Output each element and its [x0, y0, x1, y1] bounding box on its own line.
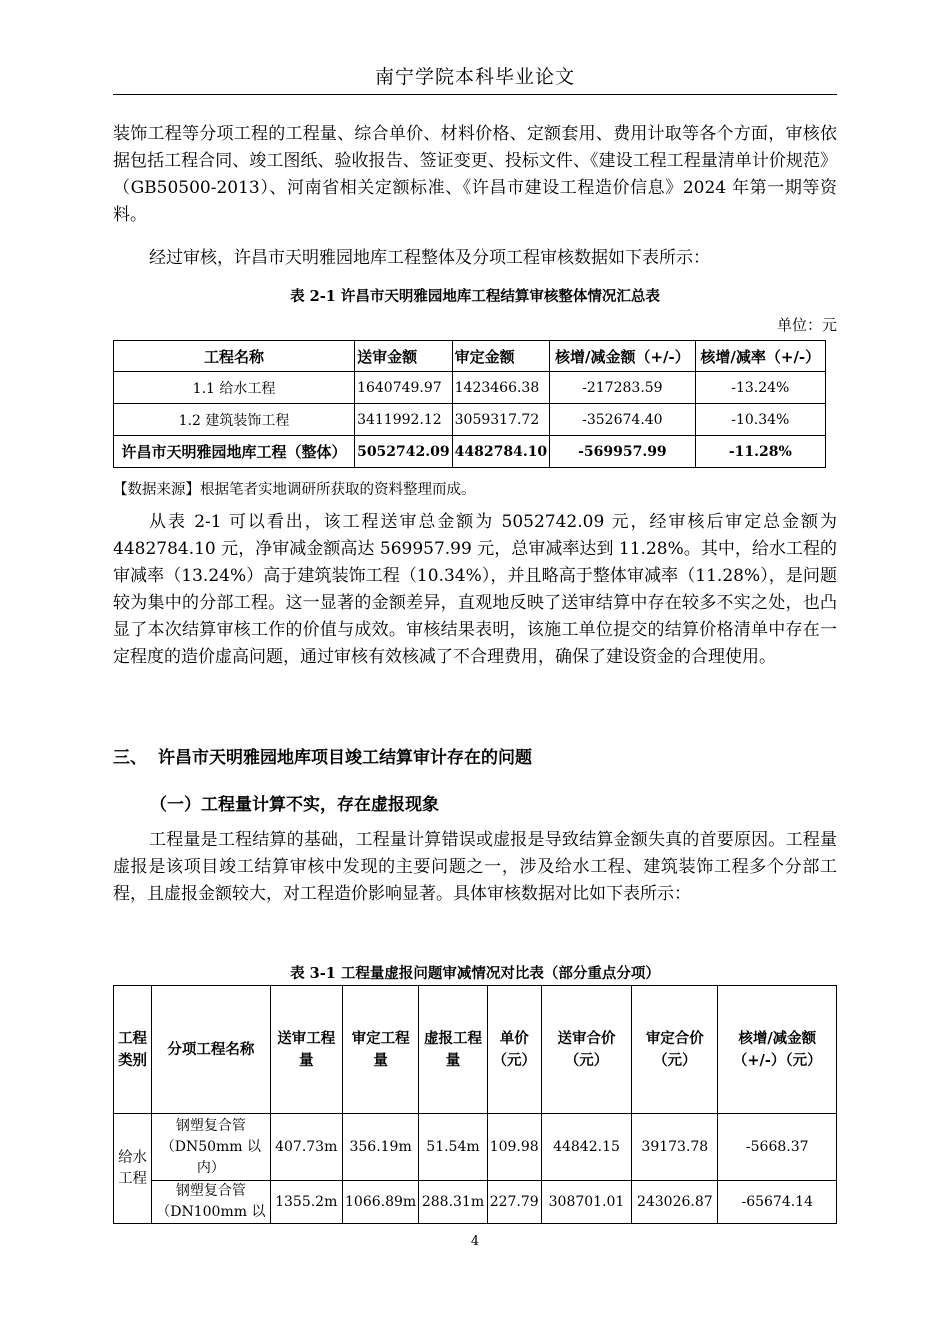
table-cell: 许昌市天明雅园地库工程（整体）	[114, 436, 355, 468]
table-cell: 5052742.09	[355, 436, 453, 468]
table2-caption: 表 3-1 工程量虚报问题审减情况对比表（部分重点分项）	[290, 965, 660, 982]
table1-unit: 单位：元	[776, 316, 837, 334]
table-cell: -5668.37	[718, 1114, 837, 1181]
table-header-cell: 核增/减金额（+/-）	[550, 341, 695, 372]
table-cell: 1.1 给水工程	[114, 372, 355, 404]
paragraph-1: 装饰工程等分项工程的工程量、综合单价、材料价格、定额套用、费用计取等各个方面，审核依据包括工程合同、竣工图纸、验收报告、签证变更、投标文件、《建设工程工程量清单计价规范》（GB50500-2013）、河南省相关定额标准、《许昌市建设工程造价信息》2024 年第一期等资料。	[113, 124, 837, 225]
table-row	[114, 1114, 837, 1181]
table-cell: 3059317.72	[452, 404, 550, 436]
table1-source-note: 【数据来源】根据笔者实地调研所获取的资料整理而成。	[113, 482, 476, 498]
table-header-cell: 工程名称	[114, 341, 355, 372]
table-cell: 308701.01	[541, 1181, 631, 1224]
table-cell: -352674.40	[550, 404, 695, 436]
table-cell: 227.79	[487, 1181, 541, 1224]
table-cell: 407.73m	[270, 1114, 342, 1181]
table-header-cell: 核增/减金额（+/-）（元）	[718, 986, 837, 1114]
section-title: 许昌市天明雅园地库项目竣工结算审计存在的问题	[158, 748, 532, 768]
table-cell: -13.24%	[695, 372, 825, 404]
table-cell: 4482784.10	[452, 436, 550, 468]
table-cell: -217283.59	[550, 372, 695, 404]
paragraph-3: 从表 2-1 可以看出，该工程送审总金额为 5052742.09 元，经审核后审定总金额为 4482784.10 元，净审减金额高达 569957.99 元，总审减率达到 11.28%。其中，给水工程的审减率（13.24%）高于建筑装饰工程（10.34%），并且略高于整体审减率（11.28%），是问题较为集中的分部工程。这一显著的金额差异，直观地反映了送审结算中存在较多不实之处，也凸显了本次结算审核工作的价值与成效。审核结果表明，该施工单位提交的结算价格清单中存在一定程度的造价虚高问题，通过审核有效核减了不合理费用，确保了建设资金的合理使用。	[113, 512, 837, 667]
table-cell: 1355.2m	[270, 1181, 342, 1224]
table-cell: 1.2 建筑装饰工程	[114, 404, 355, 436]
table-cell: 3411992.12	[355, 404, 453, 436]
table-row	[114, 372, 826, 404]
table-header-cell: 送审合价（元）	[541, 986, 631, 1114]
table-header-row	[114, 341, 826, 372]
table-cell: 109.98	[487, 1114, 541, 1181]
category-cell: 给水工程	[114, 1114, 152, 1224]
paragraph-2: 经过审核，许昌市天明雅园地库工程整体及分项工程审核数据如下表所示：	[149, 248, 710, 268]
table-row	[114, 404, 826, 436]
table-cell: 356.19m	[342, 1114, 418, 1181]
page-number: 4	[470, 1234, 480, 1249]
table-cell: 1423466.38	[452, 372, 550, 404]
table-cell: 288.31m	[419, 1181, 487, 1224]
table-header-cell: 送审工程量	[270, 986, 342, 1114]
header-divider	[113, 94, 837, 95]
table1-caption: 表 2-1 许昌市天明雅园地库工程结算审核整体情况汇总表	[290, 288, 660, 305]
table-cell: -10.34%	[695, 404, 825, 436]
table-header-row	[114, 986, 837, 1114]
summary-table	[113, 340, 826, 468]
table-header-cell: 审定金额	[452, 341, 550, 372]
section-number: 三、	[113, 748, 147, 768]
table-header-cell: 审定工程量	[342, 986, 418, 1114]
table-header-cell: 工程类别	[114, 986, 152, 1114]
page-header: 南宁学院本科毕业论文	[374, 66, 575, 88]
paragraph-4: 工程量是工程结算的基础，工程量计算错误或虚报是导致结算金额失真的首要原因。工程量虚报是该项目竣工结算审核中发现的主要问题之一，涉及给水工程、建筑装饰工程多个分部工程，且虚报金额较大，对工程造价影响显著。具体审核数据对比如下表所示：	[113, 830, 837, 904]
table-cell: 51.54m	[419, 1114, 487, 1181]
table-cell: 39173.78	[632, 1114, 718, 1181]
table-header-cell: 单价（元）	[487, 986, 541, 1114]
table-header-cell: 分项工程名称	[152, 986, 270, 1114]
table-header-cell: 审定合价（元）	[632, 986, 718, 1114]
table-row	[114, 1181, 837, 1224]
subsection-heading: （一）工程量计算不实，存在虚报现象	[150, 795, 439, 815]
table-cell: 钢塑复合管（DN50mm 以内）	[152, 1114, 270, 1181]
section-heading	[113, 743, 532, 768]
table-cell: -569957.99	[550, 436, 695, 468]
overstatement-table	[113, 985, 837, 1224]
table-total-row	[114, 436, 826, 468]
table-cell: 243026.87	[632, 1181, 718, 1224]
table-cell: 钢塑复合管（DN100mm 以	[152, 1181, 270, 1224]
table-header-cell: 虚报工程量	[419, 986, 487, 1114]
table-header-cell: 核增/减率（+/-）	[695, 341, 825, 372]
table-cell: 1640749.97	[355, 372, 453, 404]
table-cell: 1066.89m	[342, 1181, 418, 1224]
table-header-cell: 送审金额	[355, 341, 453, 372]
table-cell: -65674.14	[718, 1181, 837, 1224]
table-cell: -11.28%	[695, 436, 825, 468]
table-cell: 44842.15	[541, 1114, 631, 1181]
